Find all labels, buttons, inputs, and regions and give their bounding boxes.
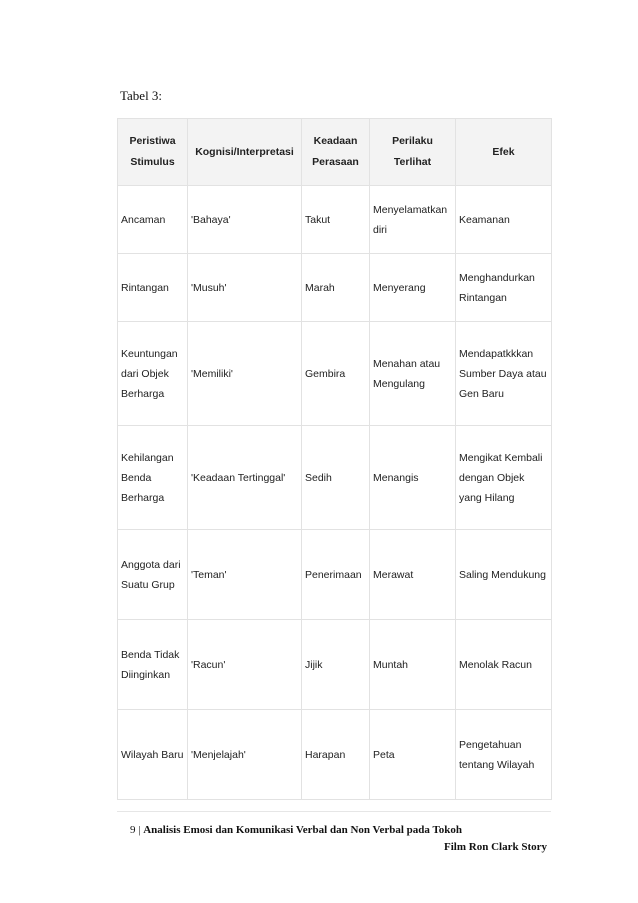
cell-feeling: Harapan	[302, 710, 370, 800]
footer-separator: |	[138, 824, 141, 836]
cell-behavior: Menyerang	[370, 254, 456, 322]
emotion-table	[117, 118, 552, 800]
cell-effect: Pengetahuan tentang Wilayah	[456, 710, 552, 800]
header-stimulus: Peristiwa Stimulus	[118, 119, 188, 186]
cell-stimulus: Anggota dari Suatu Grup	[118, 530, 188, 620]
cell-cognition: 'Memiliki'	[188, 322, 302, 426]
cell-behavior: Menyelamatkan diri	[370, 186, 456, 254]
cell-stimulus: Ancaman	[118, 186, 188, 254]
cell-behavior: Peta	[370, 710, 456, 800]
cell-effect: Saling Mendukung	[456, 530, 552, 620]
cell-feeling: Sedih	[302, 426, 370, 530]
cell-effect: Menghandurkan Rintangan	[456, 254, 552, 322]
cell-effect: Mendapatkkkan Sumber Daya atau Gen Baru	[456, 322, 552, 426]
cell-cognition: 'Racun'	[188, 620, 302, 710]
table-row	[118, 186, 552, 254]
header-behavior: Perilaku Terlihat	[370, 119, 456, 186]
cell-behavior: Menahan atau Mengulang	[370, 322, 456, 426]
cell-behavior: Muntah	[370, 620, 456, 710]
table-row	[118, 322, 552, 426]
cell-feeling: Marah	[302, 254, 370, 322]
cell-effect: Keamanan	[456, 186, 552, 254]
cell-stimulus: Keuntungan dari Objek Berharga	[118, 322, 188, 426]
header-effect: Efek	[456, 119, 552, 186]
footer-line-1	[130, 822, 547, 839]
page-number: 9	[130, 824, 136, 836]
header-cognition: Kognisi/Interpretasi	[188, 119, 302, 186]
cell-cognition: 'Teman'	[188, 530, 302, 620]
table-row	[118, 710, 552, 800]
table-caption: Tabel 3:	[120, 88, 163, 103]
cell-cognition: 'Menjelajah'	[188, 710, 302, 800]
cell-stimulus: Rintangan	[118, 254, 188, 322]
cell-effect: Mengikat Kembali dengan Objek yang Hilang	[456, 426, 552, 530]
cell-stimulus: Benda Tidak Diinginkan	[118, 620, 188, 710]
cell-cognition: 'Keadaan Tertinggal'	[188, 426, 302, 530]
page-footer	[130, 822, 547, 856]
cell-cognition: 'Bahaya'	[188, 186, 302, 254]
cell-behavior: Merawat	[370, 530, 456, 620]
cell-stimulus: Wilayah Baru	[118, 710, 188, 800]
cell-stimulus: Kehilangan Benda Berharga	[118, 426, 188, 530]
footer-title-line-1: Analisis Emosi dan Komunikasi Verbal dan Non Verbal pada Tokoh	[143, 824, 463, 836]
cell-effect: Menolak Racun	[456, 620, 552, 710]
cell-feeling: Jijik	[302, 620, 370, 710]
table-row	[118, 530, 552, 620]
footer-divider	[117, 811, 551, 812]
table-header-row	[118, 119, 552, 186]
table-row	[118, 426, 552, 530]
header-feeling: Keadaan Perasaan	[302, 119, 370, 186]
cell-behavior: Menangis	[370, 426, 456, 530]
footer-title-line-2: Film Ron Clark Story	[444, 841, 547, 853]
cell-feeling: Takut	[302, 186, 370, 254]
cell-feeling: Gembira	[302, 322, 370, 426]
cell-cognition: 'Musuh'	[188, 254, 302, 322]
cell-feeling: Penerimaan	[302, 530, 370, 620]
table-row	[118, 620, 552, 710]
table-row	[118, 254, 552, 322]
